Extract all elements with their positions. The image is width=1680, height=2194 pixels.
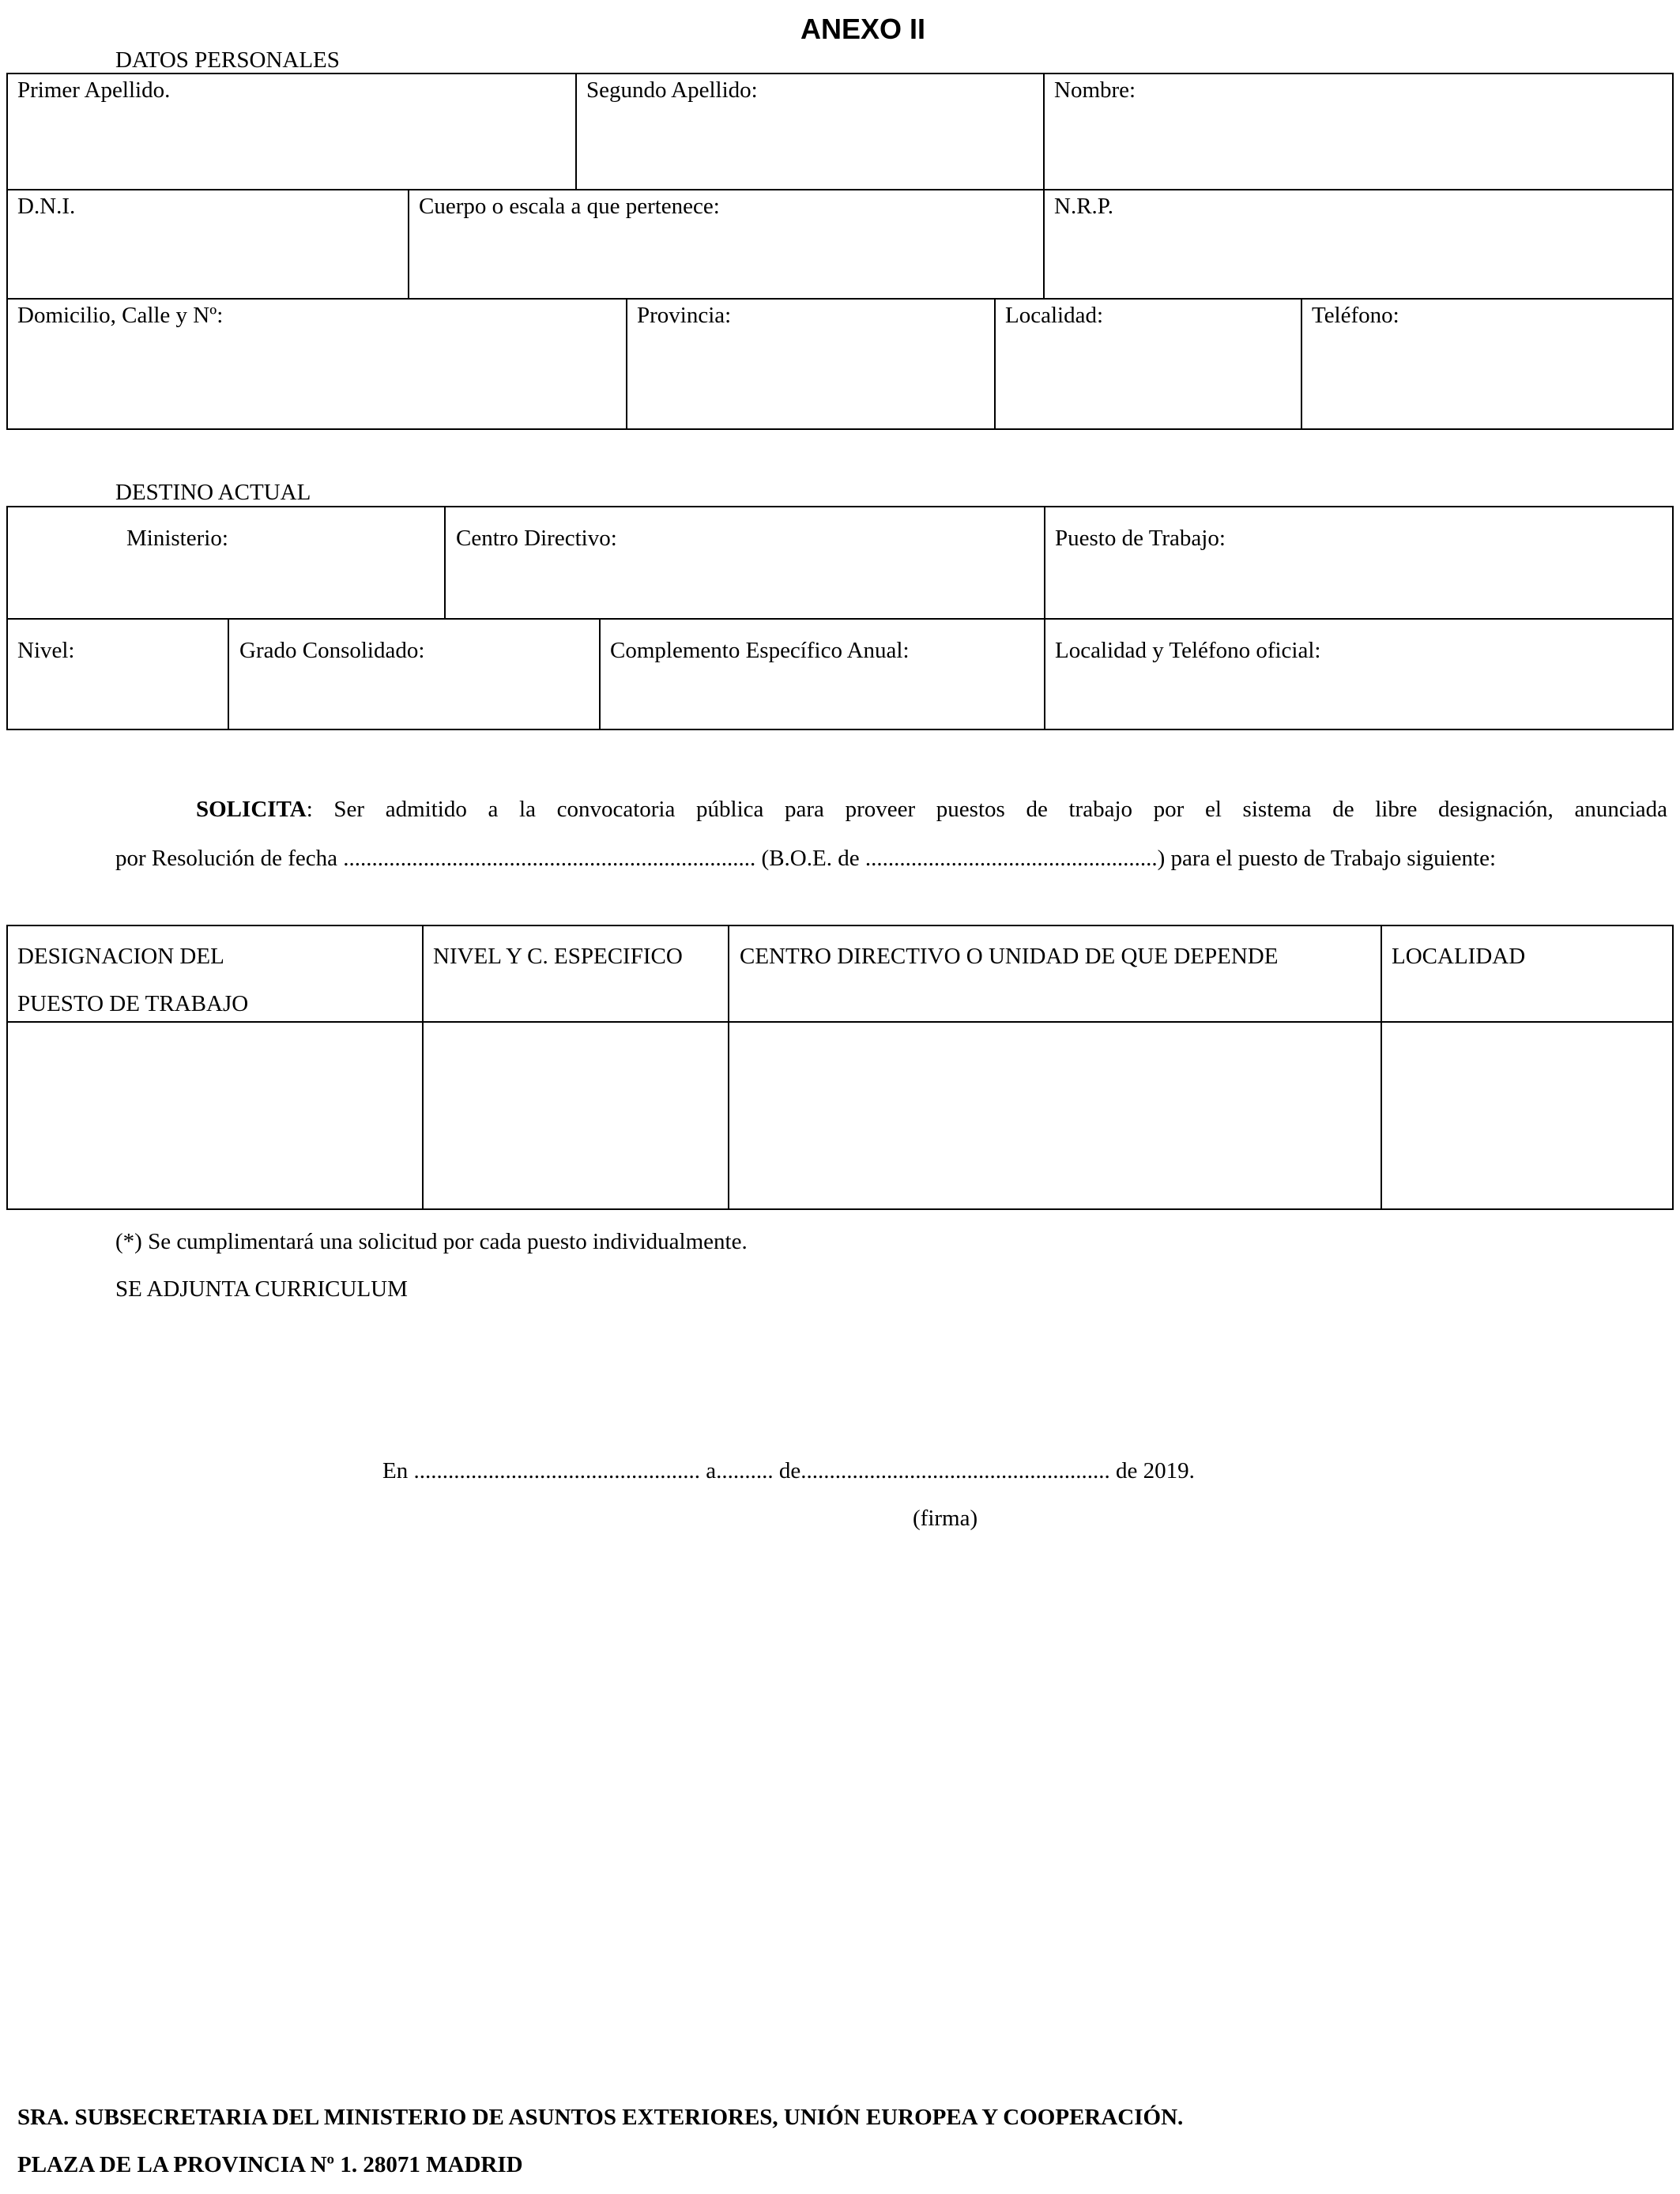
note-solicitud: (*) Se cumplimentará una solicitud por cada puesto individualmente. xyxy=(115,1229,748,1254)
row-divider xyxy=(6,298,1674,300)
col-divider xyxy=(408,189,409,299)
localidad-input-cell[interactable] xyxy=(1382,1023,1672,1208)
header-nivel-especifico: NIVEL Y C. ESPECIFICO xyxy=(433,944,683,969)
col-divider xyxy=(444,506,446,619)
centro-input-cell[interactable] xyxy=(729,1023,1381,1208)
solicita-line-2: por Resolución de fecha ........................................................................ (B.O.E. de ...................................................) para el puesto de Trabajo siguiente: xyxy=(115,846,1497,871)
col-divider xyxy=(1043,73,1045,299)
footer-address: PLAZA DE LA PROVINCIA Nº 1. 28071 MADRID xyxy=(17,2152,523,2177)
cuerpo-escala-field[interactable]: Cuerpo o escala a que pertenece: xyxy=(419,194,720,219)
col-divider xyxy=(994,298,996,430)
domicilio-field[interactable]: Domicilio, Calle y Nº: xyxy=(17,303,224,328)
dni-field[interactable]: D.N.I. xyxy=(17,194,76,219)
note-curriculum: SE ADJUNTA CURRICULUM xyxy=(115,1276,408,1302)
firma-label: (firma) xyxy=(913,1506,978,1531)
datos-personales-table xyxy=(6,73,1674,430)
localidad-telefono-oficial-field[interactable]: Localidad y Teléfono oficial: xyxy=(1055,638,1321,663)
ministerio-field[interactable]: Ministerio: xyxy=(126,526,228,551)
primer-apellido-field[interactable]: Primer Apellido. xyxy=(17,77,171,103)
col-divider xyxy=(599,618,601,730)
complemento-especifico-field[interactable]: Complemento Específico Anual: xyxy=(610,638,910,663)
telefono-field[interactable]: Teléfono: xyxy=(1312,303,1399,328)
provincia-field[interactable]: Provincia: xyxy=(637,303,732,328)
grado-consolidado-field[interactable]: Grado Consolidado: xyxy=(239,638,425,663)
localidad-field[interactable]: Localidad: xyxy=(1005,303,1104,328)
nombre-field[interactable]: Nombre: xyxy=(1054,77,1136,103)
centro-directivo-field[interactable]: Centro Directivo: xyxy=(456,526,617,551)
solicita-line-1 xyxy=(196,798,1667,821)
puesto-trabajo-field[interactable]: Puesto de Trabajo: xyxy=(1055,526,1226,551)
solicita-text: : Ser admitido a la convocatoria pública para proveer puestos de trabajo por el sistema de libre designación, anunciada xyxy=(306,797,1667,822)
solicita-label: SOLICITA xyxy=(196,797,307,822)
header-designacion-line1: DESIGNACION DEL xyxy=(17,944,224,969)
nivel-field[interactable]: Nivel: xyxy=(17,638,75,663)
col-divider xyxy=(575,73,577,190)
footer-addressee: SRA. SUBSECRETARIA DEL MINISTERIO DE ASUNTOS EXTERIORES, UNIÓN EUROPEA Y COOPERACIÓN. xyxy=(17,2105,1184,2130)
datos-personales-heading: DATOS PERSONALES xyxy=(115,47,340,73)
header-centro-directivo: CENTRO DIRECTIVO O UNIDAD DE QUE DEPENDE xyxy=(740,944,1279,969)
designacion-input-cell[interactable] xyxy=(8,1023,422,1208)
header-localidad: LOCALIDAD xyxy=(1392,944,1526,969)
header-designacion-line2: PUESTO DE TRABAJO xyxy=(17,991,249,1016)
destino-actual-heading: DESTINO ACTUAL xyxy=(115,480,311,505)
row-divider xyxy=(6,189,1674,190)
nrp-field[interactable]: N.R.P. xyxy=(1054,194,1113,219)
row-divider xyxy=(6,618,1674,620)
col-divider xyxy=(1301,298,1302,430)
col-divider xyxy=(1044,506,1045,730)
nivel-input-cell[interactable] xyxy=(424,1023,728,1208)
page-title: ANEXO II xyxy=(800,13,926,45)
col-divider xyxy=(626,298,627,430)
segundo-apellido-field[interactable]: Segundo Apellido: xyxy=(586,77,758,103)
place-date-line[interactable]: En .................................................. a.......... de...................................................... de 2019. xyxy=(382,1458,1195,1483)
col-divider xyxy=(228,618,229,730)
